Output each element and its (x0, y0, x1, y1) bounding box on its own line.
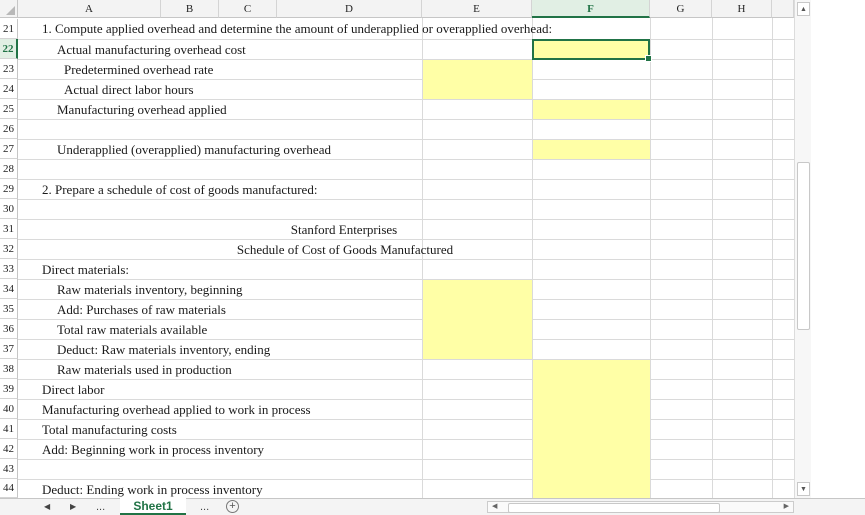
sheet-tab-sheet1[interactable]: Sheet1 (120, 498, 186, 515)
row-header[interactable]: 33 (0, 259, 18, 279)
row-header[interactable]: 37 (0, 339, 18, 359)
row-header-selected[interactable]: 22 (0, 39, 18, 59)
cell-schedule-title[interactable]: Schedule of Cost of Goods Manufactured (236, 242, 454, 257)
input-cell-e34-e37[interactable] (423, 280, 532, 359)
cell-a36[interactable]: Total raw materials available (57, 322, 208, 337)
column-header-h[interactable]: H (712, 0, 772, 18)
fill-handle[interactable] (645, 55, 652, 62)
sheet-tab-bar (0, 498, 865, 515)
row-header[interactable]: 30 (0, 199, 18, 219)
grid-line (772, 18, 773, 498)
row-header[interactable]: 31 (0, 219, 18, 239)
horizontal-scrollbar[interactable] (487, 501, 794, 513)
row-header[interactable]: 39 (0, 379, 18, 399)
row-header[interactable]: 36 (0, 319, 18, 339)
input-cell-f27[interactable] (533, 140, 650, 159)
more-sheets-right[interactable]: ... (200, 501, 210, 513)
scroll-down-button[interactable]: ▼ (797, 482, 810, 496)
column-header-g[interactable]: G (650, 0, 712, 18)
row-header[interactable]: 35 (0, 299, 18, 319)
row-header[interactable]: 34 (0, 279, 18, 299)
cell-a29[interactable]: 2. Prepare a schedule of cost of goods manufactured: (42, 182, 318, 197)
row-header[interactable]: 44 (0, 479, 18, 498)
row-header[interactable]: 21 (0, 19, 18, 39)
cell-a44[interactable]: Deduct: Ending work in process inventory (42, 482, 263, 497)
cell-a24[interactable]: Actual direct labor hours (64, 82, 194, 97)
next-sheet-button[interactable]: ▶ (70, 502, 77, 511)
row-header[interactable]: 29 (0, 179, 18, 199)
cell-a37[interactable]: Deduct: Raw materials inventory, ending (57, 342, 271, 357)
row-header[interactable]: 32 (0, 239, 18, 259)
row-header[interactable]: 24 (0, 79, 18, 99)
grid-line (650, 18, 651, 498)
row-header[interactable]: 28 (0, 159, 18, 179)
vertical-scrollbar[interactable] (794, 0, 811, 498)
cell-schedule-company[interactable]: Stanford Enterprises (290, 222, 398, 237)
row-header[interactable]: 26 (0, 119, 18, 139)
cell-a25[interactable]: Manufacturing overhead applied (57, 102, 227, 117)
prev-sheet-button[interactable]: ◀ (44, 502, 51, 511)
cell-a38[interactable]: Raw materials used in production (57, 362, 232, 377)
column-header-a[interactable]: A (18, 0, 161, 18)
cell-a27[interactable]: Underapplied (overapplied) manufacturing overhead (57, 142, 331, 157)
add-sheet-icon[interactable]: + (226, 500, 239, 513)
cell-a21[interactable]: 1. Compute applied overhead and determine the amount of underapplied or overapplied overhead: (42, 21, 553, 36)
row-header[interactable]: 42 (0, 439, 18, 459)
scroll-up-button[interactable]: ▲ (797, 2, 810, 16)
column-header-b[interactable]: B (161, 0, 219, 18)
cell-a22[interactable]: Actual manufacturing overhead cost (57, 42, 246, 57)
row-header[interactable]: 41 (0, 419, 18, 439)
column-header-d[interactable]: D (277, 0, 422, 18)
row-header[interactable]: 27 (0, 139, 18, 159)
select-all-corner[interactable] (0, 0, 18, 18)
active-cell-f22[interactable] (532, 39, 650, 60)
column-header-next (772, 0, 794, 18)
input-cell-f38-f44[interactable] (533, 360, 650, 498)
row-header[interactable]: 40 (0, 399, 18, 419)
scroll-left-button[interactable]: ◀ (492, 503, 498, 510)
vertical-scroll-thumb[interactable] (797, 162, 810, 330)
scroll-right-button[interactable]: ▶ (783, 503, 789, 510)
column-header-f[interactable]: F (532, 0, 650, 18)
cell-a33[interactable]: Direct materials: (42, 262, 129, 277)
row-header[interactable]: 38 (0, 359, 18, 379)
input-cell-e23-e24[interactable] (423, 60, 532, 99)
more-sheets-left[interactable]: ... (96, 501, 106, 513)
row-header[interactable]: 43 (0, 459, 18, 479)
column-header-c[interactable]: C (219, 0, 277, 18)
cell-a35[interactable]: Add: Purchases of raw materials (57, 302, 226, 317)
cell-a23[interactable]: Predetermined overhead rate (64, 62, 214, 77)
row-header[interactable]: 23 (0, 59, 18, 79)
horizontal-scroll-thumb[interactable] (508, 503, 720, 513)
cell-a42[interactable]: Add: Beginning work in process inventory (42, 442, 265, 457)
cell-a41[interactable]: Total manufacturing costs (42, 422, 177, 437)
cell-a39[interactable]: Direct labor (42, 382, 105, 397)
input-cell-f25[interactable] (533, 100, 650, 119)
cell-a34[interactable]: Raw materials inventory, beginning (57, 282, 243, 297)
cell-a40[interactable]: Manufacturing overhead applied to work in process (42, 402, 311, 417)
column-header-e[interactable]: E (422, 0, 532, 18)
row-header[interactable]: 25 (0, 99, 18, 119)
grid-line (712, 18, 713, 498)
